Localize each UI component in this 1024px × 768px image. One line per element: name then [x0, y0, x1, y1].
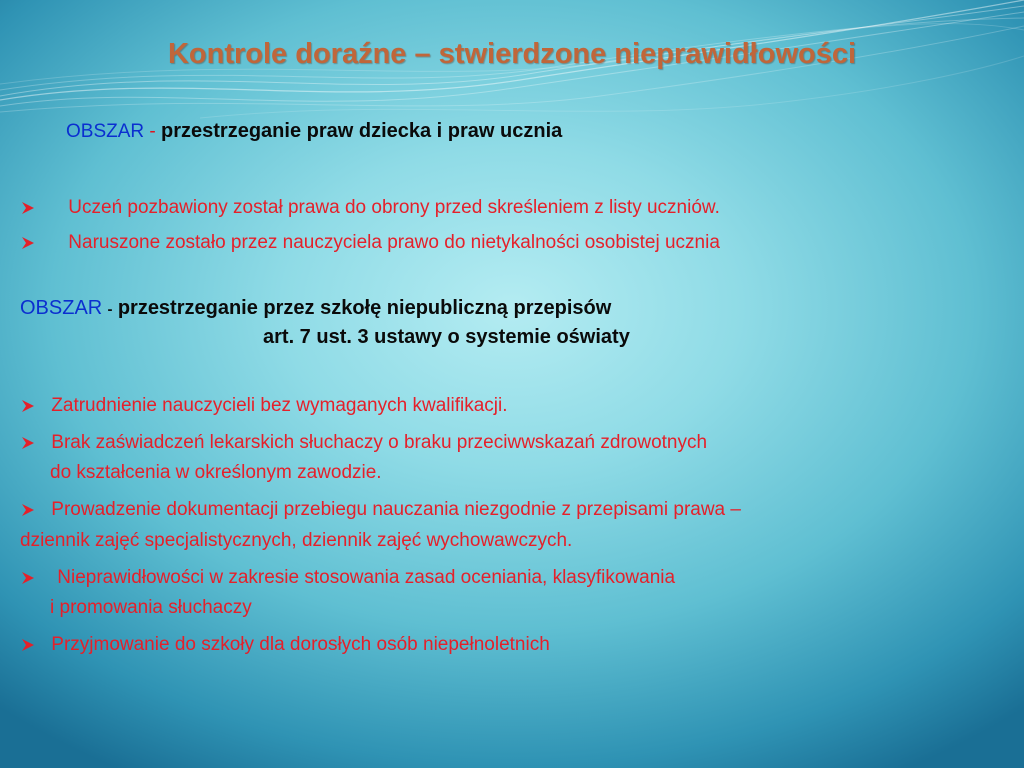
section1-heading	[66, 120, 562, 143]
section2-bullet-2-text-cont: do kształcenia w określonym zawodzie.	[50, 462, 382, 483]
section2-bullet-4-continuation	[50, 597, 252, 619]
section1-heading-text: przestrzeganie praw dziecka i praw ucznia	[161, 120, 563, 142]
section2-bullet-2	[20, 432, 707, 454]
arrowhead-bullet-icon	[20, 395, 36, 417]
arrowhead-bullet-icon	[20, 567, 36, 589]
section1-label: OBSZAR	[66, 121, 145, 142]
slide-title: Kontrole doraźne – stwierdzone nieprawidłowości	[167, 38, 857, 70]
section2-heading-continuation	[263, 326, 630, 349]
section1-bullet-2	[20, 232, 720, 254]
section2-bullet-4-text: Nieprawidłowości w zakresie stosowania zasad oceniania, klasyfikowania	[57, 567, 676, 588]
section2-label: OBSZAR	[20, 297, 103, 319]
section2-bullet-5	[20, 634, 550, 656]
section2-bullet-3-continuation	[20, 530, 572, 552]
section2-bullet-4	[20, 567, 675, 589]
section2-bullet-3	[20, 499, 741, 521]
section2-heading-line1: przestrzeganie przez szkołę niepubliczną przepisów	[117, 297, 612, 319]
section2-heading	[20, 297, 611, 320]
arrowhead-bullet-icon	[20, 634, 36, 656]
section2-bullet-2-text: Brak zaświadczeń lekarskich słuchaczy o braku przeciwwskazań zdrowotnych	[51, 432, 708, 453]
section1-bullet-1-text: Uczeń pozbawiony został prawa do obrony przed skreśleniem z listy uczniów.	[68, 197, 720, 218]
section2-bullet-1	[20, 395, 508, 417]
section2-bullet-5-text: Przyjmowanie do szkoły dla dorosłych osób niepełnoletnich	[51, 634, 550, 655]
section1-bullet-2-text: Naruszone zostało przez nauczyciela prawo do nietykalności osobistej ucznia	[68, 232, 720, 253]
section2-bullet-2-continuation	[50, 462, 382, 484]
section2-bullet-4-text-cont: i promowania słuchaczy	[50, 597, 252, 618]
section1-bullet-1	[20, 197, 720, 219]
section2-bullet-3-text-cont: dziennik zajęć specjalistycznych, dziennik zajęć wychowawczych.	[20, 530, 573, 551]
section2-heading-line2: art. 7 ust. 3 ustawy o systemie oświaty	[263, 326, 630, 348]
section2-separator: -	[107, 301, 113, 318]
section1-separator: -	[149, 121, 156, 142]
arrowhead-bullet-icon	[20, 499, 36, 521]
arrowhead-bullet-icon	[20, 232, 36, 254]
section2-bullet-3-text: Prowadzenie dokumentacji przebiegu nauczania niezgodnie z przepisami prawa –	[51, 499, 741, 520]
arrowhead-bullet-icon	[20, 197, 36, 219]
section2-bullet-1-text: Zatrudnienie nauczycieli bez wymaganych kwalifikacji.	[51, 395, 508, 416]
arrowhead-bullet-icon	[20, 432, 36, 454]
